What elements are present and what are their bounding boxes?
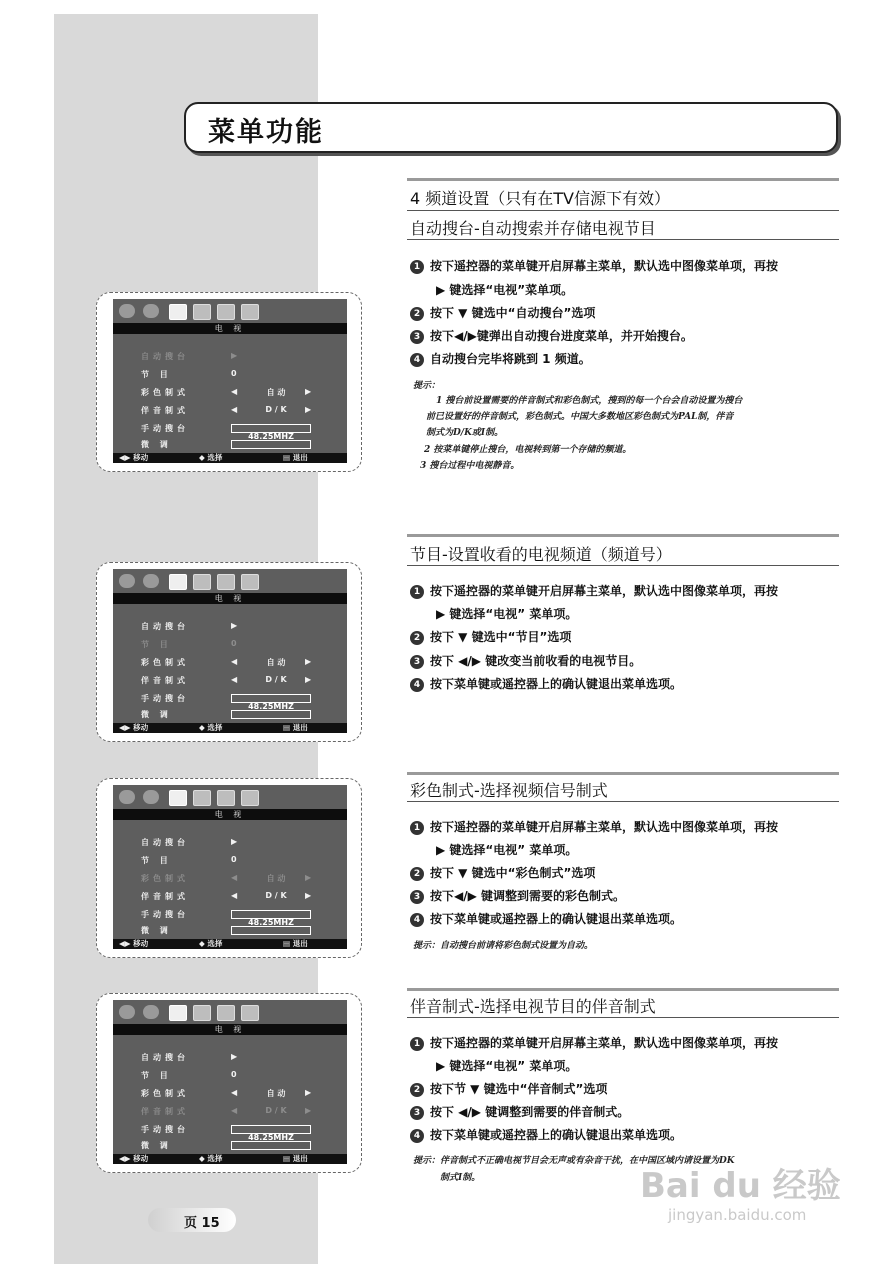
step-item: 2 按下 ▼ 键选中“彩色制式”选项	[410, 864, 595, 881]
menu-title-bar: 电 视	[113, 1024, 347, 1035]
menu-title-bar: 电 视	[113, 323, 347, 334]
timer-icon	[193, 574, 211, 590]
tip-line: 1 搜台前设置需要的伴音制式和彩色制式，搜到的每一个台会自动设置为搜台	[436, 396, 743, 406]
section-divider	[407, 1017, 839, 1018]
section-divider	[407, 178, 839, 181]
tip-line: 前已设置好的伴音制式，彩色制式。中国大多数地区彩色制式为PAL制，伴音	[426, 412, 734, 422]
tv-menu-screen	[113, 1000, 347, 1164]
tip-line: 制式I制。	[440, 1173, 481, 1183]
sound-icon	[143, 1005, 159, 1019]
step-number: 3	[410, 330, 424, 344]
step-item: 1 按下遥控器的菜单键开启屏幕主菜单，默认选中图像菜单项，再按	[410, 818, 778, 835]
section-heading: 伴音制式-选择电视节目的伴音制式	[410, 997, 656, 1016]
menu-footer: ◀▶ 移动 ◆ 选择 ▤ 退出	[113, 1154, 347, 1164]
watermark-logo: Bai du 经验	[640, 1166, 841, 1206]
menu-row-manual: 手动搜台	[113, 693, 347, 705]
tip-line: 提示：自动搜台前请将彩色制式设置为自动。	[413, 941, 594, 951]
menu-row-sound: 伴音制式 ◀ D / K ▶	[141, 675, 312, 685]
menu-footer: ◀▶ 移动 ◆ 选择 ▤ 退出	[113, 939, 347, 949]
section-heading: 4 频道设置（只有在TV信源下有效）	[410, 189, 670, 208]
menu-title-bar: 电 视	[113, 809, 347, 820]
section-divider	[407, 772, 839, 775]
function-icon	[241, 574, 259, 590]
step-subline: ▶ 键选择“电视”菜单项。	[436, 283, 574, 297]
menu-row-color: 彩色制式 ◀ 自 动 ▶	[141, 657, 312, 667]
function-icon	[241, 304, 259, 320]
menu-row-program: 节 目 0	[141, 1070, 237, 1080]
setup-icon	[217, 574, 235, 590]
step-number: 1	[410, 260, 424, 274]
tv-icon	[169, 1005, 187, 1021]
step-item: 1 按下遥控器的菜单键开启屏幕主菜单，默认选中图像菜单项，再按	[410, 257, 778, 274]
step-item: 1 按下遥控器的菜单键开启屏幕主菜单，默认选中图像菜单项，再按	[410, 582, 778, 599]
timer-icon	[193, 304, 211, 320]
step-item: 1 按下遥控器的菜单键开启屏幕主菜单，默认选中图像菜单项，再按	[410, 1034, 778, 1051]
function-icon	[241, 1005, 259, 1021]
step-item: 2 按下 ▼ 键选中“节目”选项	[410, 628, 571, 645]
step-item: 4 按下菜单键或遥控器上的确认键退出菜单选项。	[410, 675, 682, 692]
menu-row-manual: 手动搜台	[113, 423, 347, 435]
menu-row-fine: 微 调 48.25MHZ	[113, 439, 347, 451]
menu-row-program: 节 目 0	[141, 369, 237, 379]
step-item: 4 按下菜单键或遥控器上的确认键退出菜单选项。	[410, 910, 682, 927]
timer-icon	[193, 1005, 211, 1021]
picture-icon	[119, 1005, 135, 1019]
step-subline: ▶ 键选择“电视” 菜单项。	[436, 1059, 578, 1073]
menu-footer: ◀▶ 移动 ◆ 选择 ▤ 退出	[113, 453, 347, 463]
section-divider	[407, 801, 839, 802]
step-item: 4 自动搜台完毕将跳到 1 频道。	[410, 350, 591, 367]
section-heading: 节目-设置收看的电视频道（频道号）	[410, 545, 672, 564]
tv-menu-screenshot	[96, 993, 362, 1173]
step-number: 2	[410, 307, 424, 321]
menu-row-fine: 微 调 48.25MHZ	[113, 925, 347, 937]
setup-icon	[217, 304, 235, 320]
menu-row-sound: 伴音制式 ◀ D / K ▶	[141, 891, 312, 901]
tip-line: 提示：伴音制式不正确电视节目会无声或有杂音干扰，在中国区域内请设置为DK	[413, 1156, 735, 1166]
section-subheading: 自动搜台-自动搜索并存储电视节目	[410, 219, 656, 238]
menu-row-color: 彩色制式 ◀ 自 动 ▶	[141, 1088, 312, 1098]
menu-row-auto-search: 自动搜台 ▶	[141, 837, 238, 847]
timer-icon	[193, 790, 211, 806]
menu-row-manual: 手动搜台	[113, 1124, 347, 1136]
menu-row-color: 彩色制式 ◀ 自 动 ▶	[141, 387, 312, 397]
menu-footer: ◀▶ 移动 ◆ 选择 ▤ 退出	[113, 723, 347, 733]
tv-menu-screen	[113, 785, 347, 949]
tv-icon	[169, 304, 187, 320]
tip-line: 2 按菜单键停止搜台，电视转到第一个存储的频道。	[424, 445, 632, 455]
watermark-url: jingyan.baidu.com	[668, 1206, 807, 1224]
page-title-box	[184, 102, 838, 153]
step-item: 2 按下 ▼ 键选中“自动搜台”选项	[410, 304, 595, 321]
menu-row-program: 节 目 0	[141, 639, 237, 649]
section-divider	[407, 565, 839, 566]
step-subline: ▶ 键选择“电视” 菜单项。	[436, 843, 578, 857]
function-icon	[241, 790, 259, 806]
tip-line: 3 搜台过程中电视静音。	[420, 461, 520, 471]
tip-line: 制式为D/K或I制。	[426, 428, 504, 438]
sound-icon	[143, 304, 159, 318]
tip-label: 提示：	[413, 381, 441, 391]
menu-row-program: 节 目 0	[141, 855, 237, 865]
picture-icon	[119, 304, 135, 318]
sound-icon	[143, 574, 159, 588]
step-item: 2 按下节 ▼ 键选中“伴音制式”选项	[410, 1080, 607, 1097]
section-divider	[407, 534, 839, 537]
section-divider	[407, 239, 839, 240]
menu-row-fine: 微 调 48.25MHZ	[113, 709, 347, 721]
picture-icon	[119, 574, 135, 588]
step-item: 3 按下 ◀/▶ 键调整到需要的伴音制式。	[410, 1103, 629, 1120]
step-item: 3 按下 ◀/▶ 键改变当前收看的电视节目。	[410, 652, 641, 669]
step-number: 4	[410, 353, 424, 367]
menu-row-auto-search: 自动搜台 ▶	[141, 621, 238, 631]
menu-title-bar: 电 视	[113, 593, 347, 604]
menu-row-sound: 伴音制式 ◀ D / K ▶	[141, 1106, 312, 1116]
menu-row-fine: 微 调 48.25MHZ	[113, 1140, 347, 1152]
section-divider	[407, 210, 839, 211]
step-item: 3 按下◀/▶键弹出自动搜台进度菜单，并开始搜台。	[410, 327, 693, 344]
menu-row-manual: 手动搜台	[113, 909, 347, 921]
fine-tune-box	[231, 440, 311, 449]
setup-icon	[217, 1005, 235, 1021]
picture-icon	[119, 790, 135, 804]
page-title: 菜单功能	[208, 117, 324, 148]
page-number: 页 15	[184, 1216, 220, 1231]
setup-icon	[217, 790, 235, 806]
page-number-badge	[148, 1208, 236, 1232]
tv-icon	[169, 790, 187, 806]
section-heading: 彩色制式-选择视频信号制式	[410, 781, 608, 800]
menu-row-auto-search: 自动搜台 ▶	[141, 1052, 238, 1062]
tv-menu-screenshot	[96, 292, 362, 472]
tv-menu-screenshot	[96, 562, 362, 742]
section-divider	[407, 988, 839, 991]
menu-row-sound: 伴音制式 ◀ D / K ▶	[141, 405, 312, 415]
step-item: 4 按下菜单键或遥控器上的确认键退出菜单选项。	[410, 1126, 682, 1143]
tv-menu-screen	[113, 299, 347, 463]
menu-row-color: 彩色制式 ◀ 自 动 ▶	[141, 873, 312, 883]
tv-menu-screen	[113, 569, 347, 733]
menu-row-auto-search: 自动搜台 ▶	[141, 351, 238, 361]
tv-icon	[169, 574, 187, 590]
step-item: 3 按下◀/▶ 键调整到需要的彩色制式。	[410, 887, 625, 904]
tv-menu-screenshot	[96, 778, 362, 958]
step-subline: ▶ 键选择“电视” 菜单项。	[436, 607, 578, 621]
sound-icon	[143, 790, 159, 804]
